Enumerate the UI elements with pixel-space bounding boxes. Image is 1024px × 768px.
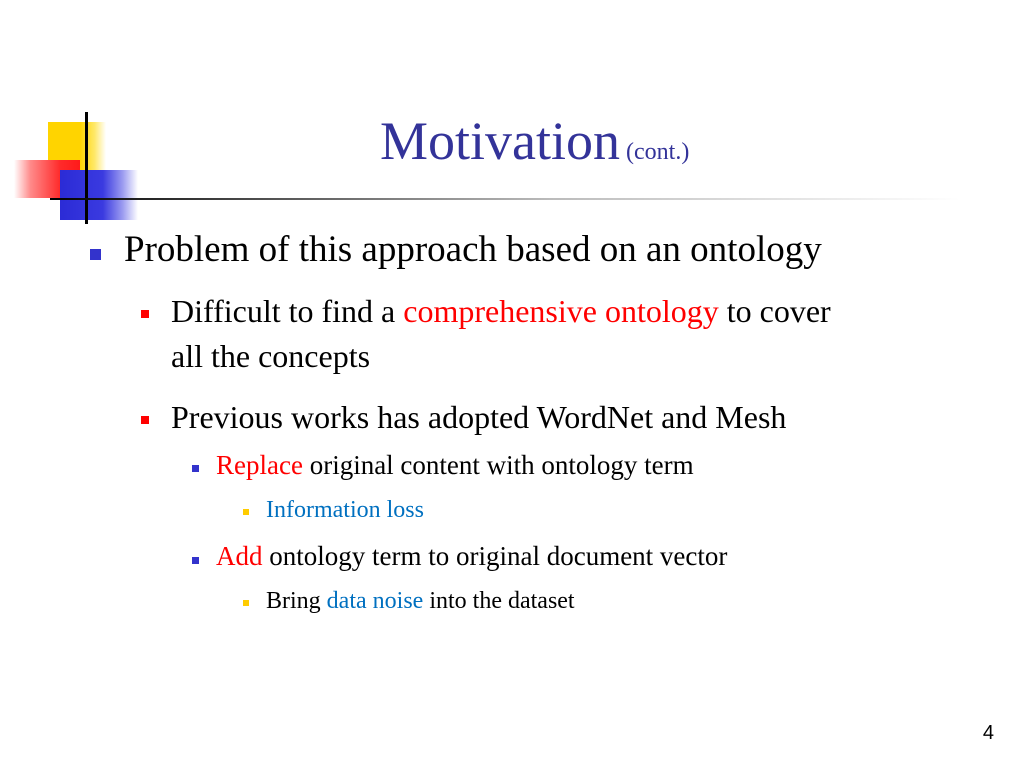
highlight-add: Add bbox=[216, 541, 263, 571]
bullet-text-difficult-line2: all the concepts bbox=[171, 338, 371, 374]
highlight-comprehensive-ontology: comprehensive ontology bbox=[403, 293, 719, 329]
bullet-text-level4-info-loss bbox=[266, 497, 424, 524]
bullet-text-level3-replace bbox=[216, 450, 694, 481]
highlight-data-noise: data noise bbox=[326, 588, 424, 614]
bullet-level2-icon bbox=[141, 310, 149, 318]
bullet-text-noise-suffix: into the dataset bbox=[423, 588, 575, 614]
slide-title-main: Motivation bbox=[380, 111, 620, 171]
bullet-text-level2-previous bbox=[171, 395, 786, 440]
bullet-level4-icon bbox=[243, 600, 249, 606]
slide-title bbox=[380, 110, 689, 172]
bullet-text-level2-difficult bbox=[171, 289, 831, 379]
slide-title-sub: (cont.) bbox=[626, 139, 690, 165]
bullet-text-level3-add bbox=[216, 541, 727, 572]
bullet-level1-icon bbox=[90, 249, 101, 260]
highlight-replace: Replace bbox=[216, 450, 303, 480]
page-number: 4 bbox=[982, 722, 994, 744]
bullet-text-replace-rest: original content with ontology term bbox=[302, 450, 694, 480]
bullet-text-difficult-suffix: to cover bbox=[718, 293, 831, 329]
bullet-text-problem: Problem of this approach based on an ontology bbox=[124, 229, 822, 270]
bullet-text-noise-prefix: Bring bbox=[266, 588, 327, 614]
bullet-text-level1 bbox=[124, 228, 822, 271]
bullet-level4-icon bbox=[243, 509, 249, 515]
bullet-level3-icon bbox=[192, 465, 199, 472]
bullet-level2-icon bbox=[141, 416, 149, 424]
blue-square-shape bbox=[60, 170, 138, 220]
vertical-rule bbox=[85, 112, 88, 224]
bullet-level3-icon bbox=[192, 557, 199, 564]
title-divider-rule bbox=[50, 198, 960, 200]
decorative-logo bbox=[0, 0, 150, 230]
highlight-information-loss: Information loss bbox=[266, 497, 424, 523]
bullet-text-difficult-prefix: Difficult to find a bbox=[171, 293, 404, 329]
bullet-text-add-rest: ontology term to original document vector bbox=[262, 541, 728, 571]
bullet-text-level4-noise bbox=[266, 588, 575, 615]
bullet-text-previous-works: Previous works has adopted WordNet and Mesh bbox=[171, 399, 787, 435]
